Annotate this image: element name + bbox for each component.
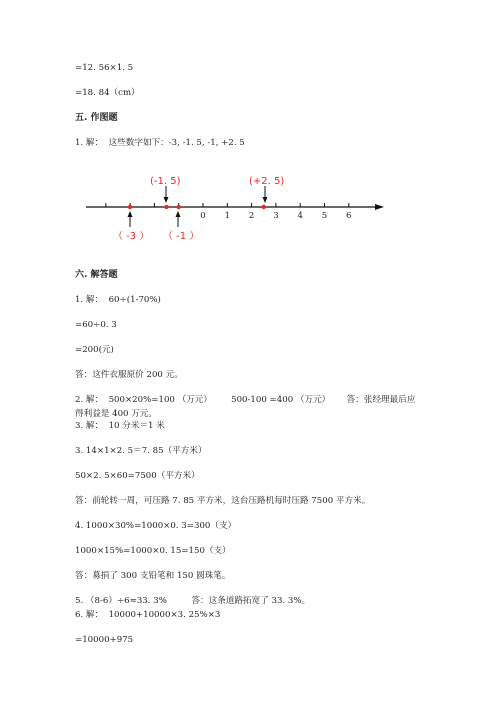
solution-line-1: 1. 解： 60÷(1-70%)	[75, 295, 161, 305]
tick-label: 3	[273, 211, 279, 221]
arrowhead-below-neg3	[128, 211, 133, 217]
solution-line-11: 4. 1000×30%=1000×0. 3=300（支）	[75, 521, 237, 531]
section-heading-6: 六. 解答题	[75, 270, 118, 280]
result-line-2: =18. 84（cm）	[75, 88, 140, 98]
result-line-1: =12. 56×1. 5	[75, 63, 134, 73]
tick-label: 4	[297, 211, 303, 221]
solution-line-15: 6. 解： 10000+10000×3. 25%×3	[75, 610, 221, 620]
tick-label: 0	[200, 211, 206, 221]
solution-line-3: =200(元)	[75, 345, 114, 355]
solution-line-13: 答：募捐了 300 支铅笔和 150 圆珠笔。	[75, 571, 231, 581]
section-heading-5: 五. 作图题	[75, 113, 118, 123]
label-above-pos2-5: (+2. 5)	[249, 176, 285, 187]
tick-label: 5	[321, 211, 328, 221]
label-above-neg1-5: (-1. 5)	[150, 176, 181, 187]
tick-label: 2	[248, 211, 255, 221]
tick-label-group	[200, 211, 351, 221]
number-point	[128, 205, 132, 209]
solution-line-7: 3. 解： 10 分米＝1 米	[75, 421, 165, 431]
solution-line-6: 得利益是 400 万元。	[75, 409, 158, 419]
solution-line-12: 1000×15%=1000×0. 15=150（支）	[75, 546, 231, 556]
tick-label: 1	[224, 211, 231, 221]
number-point	[164, 205, 168, 209]
label-below-neg1: （ -1 ）	[163, 231, 200, 242]
solution-line-9: 50×2. 5×60=7500（平方米）	[75, 471, 200, 481]
number-point	[177, 205, 181, 209]
answer-line-numbers: 1. 解： 这些数字如下：-3, -1. 5, -1, +2. 5	[75, 138, 245, 148]
solution-line-5: 2. 解： 500×20%=100 （万元） 500-100 =400 （万元） 答：张经理最后应	[75, 395, 416, 405]
tick-label: 6	[346, 211, 352, 221]
label-below-neg3: （ -3 ）	[113, 231, 150, 242]
arrowhead-above-pos2-5	[263, 197, 268, 203]
number-point	[262, 205, 266, 209]
solution-line-10: 答：前轮转一周，可压路 7. 85 平方米，这台压路机每时压路 7500 平方米。	[75, 496, 371, 506]
solution-line-16: =10000+975	[75, 635, 134, 645]
arrowhead-above-neg1-5	[164, 197, 169, 203]
solution-line-2: =60÷0. 3	[75, 320, 117, 330]
arrowhead-below-neg1	[176, 211, 181, 217]
solution-line-8: 3. 14×1×2. 5＝7. 85（平方米）	[75, 446, 207, 456]
axis-arrowhead	[375, 204, 384, 210]
solution-line-4: 答：这件衣服原价 200 元。	[75, 370, 183, 380]
solution-line-14: 5. （8-6）÷6≈33. 3% 答：这条道路拓宽了 33. 3%。	[75, 596, 311, 606]
